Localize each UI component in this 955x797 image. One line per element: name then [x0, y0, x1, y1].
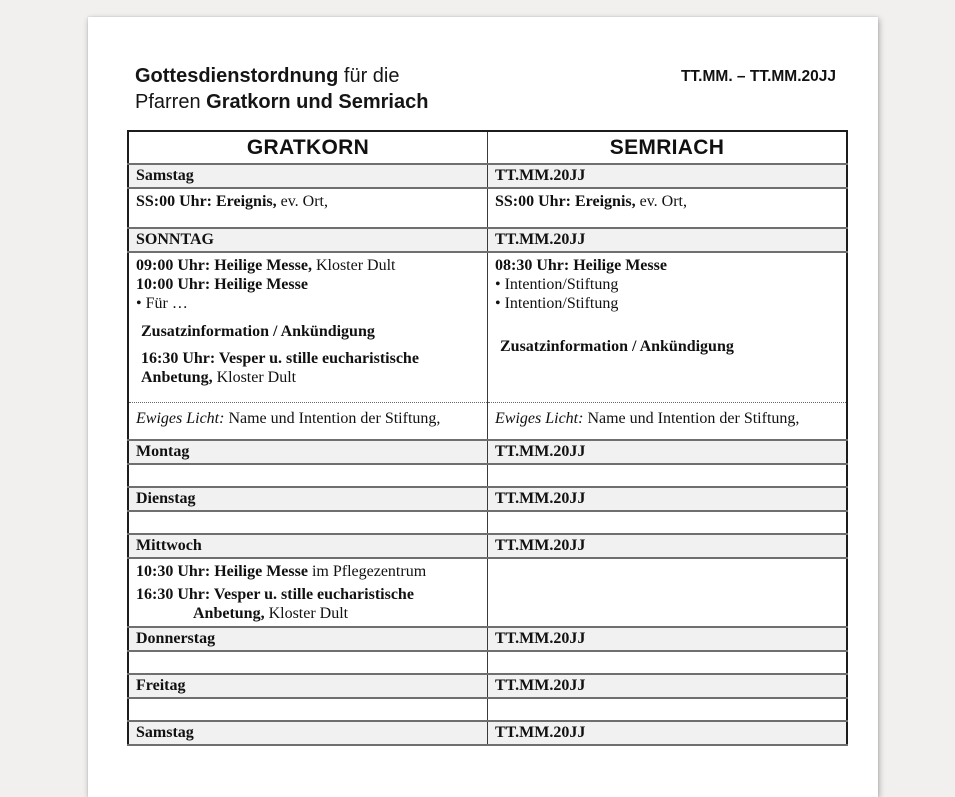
day-row-montag [128, 440, 847, 464]
event-location: ev. Ort, [276, 193, 328, 210]
empty-cell [128, 511, 488, 534]
mass-place: Kloster Dult [311, 257, 396, 274]
mass-time: 09:00 Uhr: Heilige Messe, [136, 257, 312, 274]
column-header-semriach: SEMRIACH [488, 131, 848, 164]
date-cell-montag: TT.MM.20JJ [488, 440, 848, 464]
announcement-label: Zusatzinformation / Ankündigung [141, 323, 375, 340]
empty-row-freitag [128, 698, 847, 721]
day-cell-samstag-2: Samstag [128, 721, 488, 745]
vesper-entry [136, 349, 480, 387]
day-row-samstag-2 [128, 721, 847, 745]
ewiges-licht-label: Ewiges Licht: [495, 409, 584, 427]
mass-entry: 10:00 Uhr: Heilige Messe [136, 276, 308, 293]
title-bold: Gottesdienstordnung [135, 65, 339, 87]
samstag-gratkorn-cell [128, 188, 488, 228]
day-cell-freitag: Freitag [128, 674, 488, 698]
vesper-time: 16:30 Uhr: Vesper u. stille eucharistische Anbetung, [141, 350, 419, 386]
content-row-mittwoch [128, 558, 847, 627]
date-cell-sonntag: TT.MM.20JJ [488, 228, 848, 252]
empty-row-montag [128, 464, 847, 487]
day-row-donnerstag [128, 627, 847, 651]
day-cell-dienstag: Dienstag [128, 487, 488, 511]
empty-cell [128, 464, 488, 487]
document-page [88, 17, 878, 797]
ewiges-licht-text: Name und Intention der Stiftung, [224, 409, 441, 427]
mass-place: im Pflegezentrum [307, 563, 427, 580]
empty-cell [488, 698, 848, 721]
day-cell-sonntag: SONNTAG [128, 228, 488, 252]
title-line-2 [135, 89, 428, 115]
samstag-semriach-cell [488, 188, 848, 228]
vesper-place: Kloster Dult [212, 369, 297, 386]
content-row-samstag [128, 188, 847, 228]
mass-entry [136, 256, 480, 275]
date-cell-samstag: TT.MM.20JJ [488, 164, 848, 188]
title-line-1 [135, 63, 428, 89]
day-row-samstag [128, 164, 847, 188]
title-rest: für die [338, 65, 400, 87]
empty-cell [488, 464, 848, 487]
mittwoch-gratkorn-cell [128, 558, 488, 627]
date-cell-donnerstag: TT.MM.20JJ [488, 627, 848, 651]
day-row-sonntag [128, 228, 847, 252]
date-cell-freitag: TT.MM.20JJ [488, 674, 848, 698]
empty-cell [128, 698, 488, 721]
date-cell-samstag-2: TT.MM.20JJ [488, 721, 848, 745]
empty-cell [128, 651, 488, 674]
announcement-label: Zusatzinformation / Ankündigung [500, 338, 734, 355]
day-cell-donnerstag: Donnerstag [128, 627, 488, 651]
ewiges-licht-semriach-cell [488, 402, 848, 440]
ewiges-licht-row [128, 402, 847, 440]
intention-bullet: • Für … [136, 295, 188, 312]
vesper-entry-line2 [136, 604, 480, 623]
sonntag-gratkorn-cell [128, 252, 488, 402]
day-row-mittwoch [128, 534, 847, 558]
date-cell-mittwoch: TT.MM.20JJ [488, 534, 848, 558]
intention-bullet: • Intention/Stiftung [495, 295, 619, 312]
ewiges-licht-text: Name und Intention der Stiftung, [583, 409, 800, 427]
empty-row-dienstag [128, 511, 847, 534]
content-row-sonntag [128, 252, 847, 402]
date-range-placeholder: TT.MM. – TT.MM.20JJ [680, 68, 836, 85]
document-title [135, 63, 428, 115]
mittwoch-semriach-cell [488, 558, 848, 627]
intention-bullet: • Intention/Stiftung [495, 276, 619, 293]
ewiges-licht-label: Ewiges Licht: [136, 409, 225, 427]
mass-entry: 08:30 Uhr: Heilige Messe [495, 257, 667, 274]
column-header-gratkorn: GRATKORN [128, 131, 488, 164]
event-time-label: SS:00 Uhr: Ereignis, [136, 193, 277, 210]
vesper-place: Kloster Dult [264, 605, 349, 622]
mass-time: 10:30 Uhr: Heilige Messe [136, 563, 308, 580]
sonntag-semriach-cell [488, 252, 848, 402]
date-cell-dienstag: TT.MM.20JJ [488, 487, 848, 511]
schedule-table [127, 130, 848, 746]
event-location: ev. Ort, [635, 193, 687, 210]
day-cell-samstag: Samstag [128, 164, 488, 188]
vesper-continuation: Anbetung, [193, 605, 265, 622]
empty-row-donnerstag [128, 651, 847, 674]
column-header-row [128, 131, 847, 164]
document-header [88, 17, 878, 115]
event-time-label: SS:00 Uhr: Ereignis, [495, 193, 636, 210]
vesper-entry-line1: 16:30 Uhr: Vesper u. stille eucharistische [136, 586, 414, 603]
day-row-dienstag [128, 487, 847, 511]
title-line2-bold: Gratkorn und Semriach [206, 91, 429, 113]
day-row-freitag [128, 674, 847, 698]
mass-entry [136, 562, 480, 581]
day-cell-mittwoch: Mittwoch [128, 534, 488, 558]
empty-cell [488, 651, 848, 674]
day-cell-montag: Montag [128, 440, 488, 464]
empty-cell [488, 511, 848, 534]
title-line2-prefix: Pfarren [135, 91, 207, 113]
ewiges-licht-gratkorn-cell [128, 402, 488, 440]
